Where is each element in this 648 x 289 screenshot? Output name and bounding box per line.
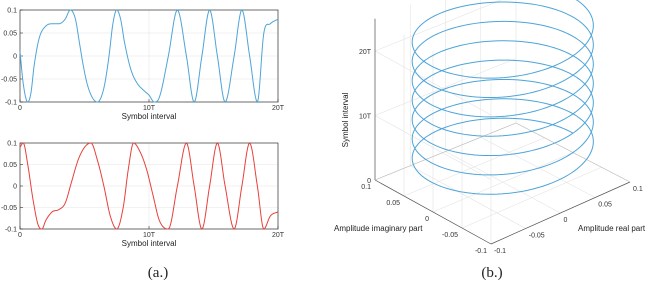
z-axis-label: Symbol interval	[341, 92, 350, 148]
y-tick-label: 0	[13, 53, 17, 61]
grid-line-floor	[404, 138, 545, 196]
y-tick-label: 0.05	[3, 162, 17, 169]
z-tick-label: 0	[367, 178, 371, 185]
y-tick-label: -0.05	[1, 205, 17, 212]
x-tick-label: 0	[18, 105, 22, 112]
x-tick-label: 20T	[271, 232, 285, 239]
axis-edge	[491, 182, 630, 244]
x-tick-label: 10T	[142, 232, 156, 239]
y-tick-label: 0.1	[7, 140, 17, 148]
x-axis-label: Symbol interval	[121, 112, 177, 121]
y-tick-label: -0.05	[442, 232, 458, 239]
x-tick-label: -0.05	[528, 232, 545, 240]
y-axis-label: Amplitude imaginary part	[334, 224, 423, 233]
x-axis-label: Amplitude real part	[578, 224, 646, 233]
x-axis-label: Symbol interval	[121, 239, 177, 248]
y-tick-label: 0.1	[7, 7, 17, 15]
grid-line-floor	[433, 153, 573, 213]
panel-b-3d-chart	[334, 0, 646, 255]
caption-b: (b.)	[481, 265, 503, 281]
y-tick-label: 0	[13, 183, 17, 191]
panel-a-top-chart	[1, 8, 285, 122]
x-tick-label: 10T	[142, 105, 156, 112]
y-tick-label: 0.05	[386, 200, 400, 207]
x-tick-label: 0	[563, 217, 568, 224]
x-tick-label: 20T	[271, 105, 285, 112]
y-tick-label: -0.1	[4, 226, 17, 234]
x-tick-label: 0.05	[598, 201, 612, 209]
y-tick-label: 0.1	[361, 184, 371, 191]
y-tick-label: -0.1	[4, 99, 17, 107]
z-tick-label: 20T	[358, 49, 371, 56]
y-tick-label: -0.05	[1, 76, 17, 84]
x-tick-label: 0	[18, 232, 22, 239]
x-tick-label: 0.1	[633, 186, 643, 193]
y-tick-label: -0.1	[474, 248, 487, 255]
caption-a: (a.)	[147, 265, 169, 281]
y-tick-label: 0.05	[3, 30, 17, 38]
x-tick-label: -0.1	[494, 248, 507, 255]
helix-series-line	[412, 0, 593, 194]
z-tick-label: 10T	[358, 113, 371, 121]
y-tick-label: 0	[425, 216, 429, 223]
panel-a-bottom-chart	[1, 141, 285, 249]
